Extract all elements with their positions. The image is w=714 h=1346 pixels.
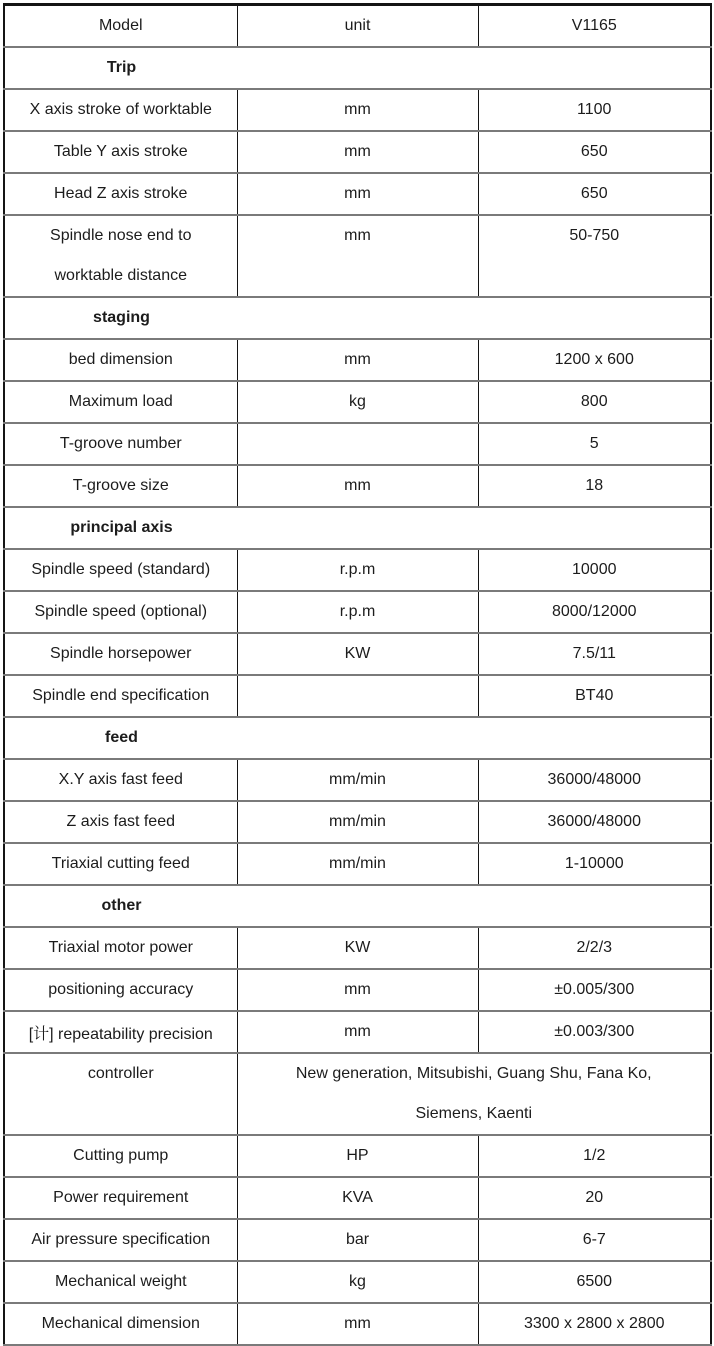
spec-value-cell <box>478 5 711 48</box>
spec-value-cell <box>478 339 711 381</box>
spec-value-text: BT40 <box>575 687 614 704</box>
spec-label-text: X.Y axis fast feed <box>58 771 183 788</box>
spec-unit-cell <box>237 339 478 381</box>
spec-label-text: T-groove size <box>72 477 169 494</box>
spec-unit-cell <box>237 1303 478 1345</box>
spec-row <box>4 1261 711 1303</box>
spec-value-cell <box>478 969 711 1011</box>
spec-value-cell <box>478 173 711 215</box>
spec-row <box>4 1177 711 1219</box>
spec-label-cell <box>4 1177 237 1219</box>
spec-unit-text: KW <box>344 645 371 662</box>
spec-label-text: Spindle speed (optional) <box>34 603 208 620</box>
spec-label-cell <box>4 1135 237 1177</box>
spec-table-body <box>4 5 711 1346</box>
spec-unit-cell <box>237 465 478 507</box>
spec-value-cell <box>478 1303 711 1345</box>
spec-row <box>4 801 711 843</box>
spec-value-text: 6500 <box>576 1273 613 1290</box>
spec-value-text: 50-750 <box>569 227 620 244</box>
spec-value-text: 800 <box>580 393 608 410</box>
spec-unit-text: HP <box>346 1147 369 1164</box>
section-cell <box>4 297 711 339</box>
spec-row <box>4 173 711 215</box>
spec-value-cell <box>478 1219 711 1261</box>
spec-label-text: Spindle end specification <box>32 687 210 704</box>
spec-unit-text: KVA <box>342 1189 373 1206</box>
spec-value-text: 7.5/11 <box>572 645 616 662</box>
spec-label-cell <box>4 5 237 48</box>
spec-unit-cell <box>237 173 478 215</box>
spec-value-text: 10000 <box>572 561 617 578</box>
spec-value-text: 36000/48000 <box>547 813 641 830</box>
spec-value-text: 650 <box>580 143 608 160</box>
spec-unit-text: mm <box>344 143 371 160</box>
spec-unit-text: kg <box>349 393 366 410</box>
spec-unit-text: mm <box>344 185 371 202</box>
spec-label-cell <box>4 1303 237 1345</box>
spec-row <box>4 1135 711 1177</box>
spec-value-cell <box>478 381 711 423</box>
spec-unit-text: bar <box>345 1231 370 1248</box>
spec-label-cell <box>4 801 237 843</box>
spec-unit-text: mm <box>344 1315 371 1332</box>
spec-label-cell <box>4 173 237 215</box>
spec-label-cell <box>4 215 237 297</box>
spec-value-cell <box>478 1177 711 1219</box>
section-cell <box>4 885 711 927</box>
spec-value-text: 3300 x 2800 x 2800 <box>523 1315 665 1332</box>
spec-value-text: Siemens, Kaenti <box>415 1105 532 1122</box>
spec-value-text: 5 <box>589 435 599 452</box>
spec-row <box>4 633 711 675</box>
spec-value-text: 1-10000 <box>564 855 624 872</box>
spec-value-cell <box>478 633 711 675</box>
spec-value-text: 36000/48000 <box>547 771 641 788</box>
spec-label-cell <box>4 591 237 633</box>
section-row <box>4 717 711 759</box>
spec-label-cell <box>4 1011 237 1053</box>
spec-value-cell <box>478 89 711 131</box>
spec-row <box>4 1053 711 1135</box>
section-title: staging <box>93 309 150 326</box>
spec-unit-cell <box>237 843 478 885</box>
spec-unit-text: mm <box>344 477 371 494</box>
spec-row <box>4 759 711 801</box>
spec-row <box>4 1219 711 1261</box>
spec-value-text: 6-7 <box>582 1231 606 1248</box>
section-title: other <box>101 897 142 914</box>
spec-unit-text: r.p.m <box>339 603 376 620</box>
spec-unit-text: KW <box>344 939 371 956</box>
spec-value-cell <box>478 1261 711 1303</box>
spec-label-text: controller <box>87 1065 154 1082</box>
spec-unit-text: mm/min <box>329 771 386 788</box>
spec-label-text: T-groove number <box>59 435 182 452</box>
spec-label-cell <box>4 1219 237 1261</box>
spec-label-text: Model <box>98 17 143 34</box>
spec-label-cell <box>4 381 237 423</box>
spec-row <box>4 89 711 131</box>
spec-row <box>4 1011 711 1053</box>
spec-unit-text: mm/min <box>329 813 386 830</box>
section-title: principal axis <box>70 519 173 536</box>
spec-label-text: Triaxial cutting feed <box>51 855 190 872</box>
spec-value-cell <box>478 843 711 885</box>
spec-row <box>4 927 711 969</box>
spec-label-text: worktable distance <box>54 267 187 284</box>
spec-label-cell <box>4 969 237 1011</box>
spec-value-cell <box>478 215 711 297</box>
spec-label-cell <box>4 759 237 801</box>
spec-unit-cell <box>237 1261 478 1303</box>
spec-label-cell <box>4 633 237 675</box>
section-row <box>4 885 711 927</box>
spec-value-text: New generation, Mitsubishi, Guang Shu, Fana Ko, <box>295 1065 652 1082</box>
spec-row <box>4 843 711 885</box>
spec-label-cell <box>4 423 237 465</box>
spec-label-text: positioning accuracy <box>48 981 194 998</box>
spec-row <box>4 131 711 173</box>
spec-label-text: Z axis fast feed <box>66 813 175 830</box>
spec-label-text: bed dimension <box>68 351 173 368</box>
spec-unit-cell <box>237 1011 478 1053</box>
spec-unit-text: mm <box>344 101 371 118</box>
spec-unit-cell <box>237 759 478 801</box>
spec-label-text: Mechanical dimension <box>41 1315 200 1332</box>
spec-unit-cell <box>237 131 478 173</box>
spec-label-cell <box>4 675 237 717</box>
section-cell <box>4 717 711 759</box>
spec-unit-cell <box>237 1219 478 1261</box>
spec-unit-cell <box>237 381 478 423</box>
spec-value-cell <box>478 801 711 843</box>
spec-value-text: 20 <box>585 1189 604 1206</box>
section-cell <box>4 47 711 89</box>
spec-label-text: Air pressure specification <box>31 1231 211 1248</box>
spec-label-text: Triaxial motor power <box>48 939 193 956</box>
spec-label-text: Power requirement <box>53 1189 189 1206</box>
spec-value-text: ±0.005/300 <box>554 981 635 998</box>
spec-label-text: Spindle horsepower <box>50 645 192 662</box>
spec-row <box>4 549 711 591</box>
spec-unit-cell <box>237 633 478 675</box>
spec-unit-cell <box>237 969 478 1011</box>
spec-value-text: 8000/12000 <box>551 603 637 620</box>
spec-unit-cell <box>237 549 478 591</box>
spec-label-text: [计] repeatability precision <box>28 1025 213 1043</box>
spec-unit-text: kg <box>349 1273 366 1290</box>
spec-unit-text: mm <box>344 1023 371 1040</box>
spec-unit-text: unit <box>344 17 371 34</box>
spec-row <box>4 5 711 48</box>
spec-unit-cell <box>237 675 478 717</box>
spec-value-cell <box>478 465 711 507</box>
spec-row <box>4 969 711 1011</box>
spec-label-cell <box>4 131 237 173</box>
section-cell <box>4 507 711 549</box>
spec-unit-cell <box>237 801 478 843</box>
spec-row <box>4 465 711 507</box>
spec-value-text: 18 <box>585 477 604 494</box>
page <box>0 3 714 1332</box>
spec-value-cell <box>478 591 711 633</box>
spec-row <box>4 591 711 633</box>
spec-label-text: Spindle speed (standard) <box>31 561 211 578</box>
spec-label-text: Mechanical weight <box>54 1273 187 1290</box>
spec-unit-text: mm <box>344 981 371 998</box>
spec-label-text: Table Y axis stroke <box>53 143 188 160</box>
spec-value-text: ±0.003/300 <box>554 1023 635 1040</box>
spec-unit-text: mm/min <box>329 855 386 872</box>
spec-label-cell <box>4 843 237 885</box>
spec-label-text: Cutting pump <box>73 1147 169 1164</box>
spec-value-cell <box>237 1053 711 1135</box>
spec-unit-text: mm <box>344 227 371 244</box>
spec-value-cell <box>478 131 711 173</box>
spec-value-text: V1165 <box>571 17 617 34</box>
spec-unit-cell <box>237 927 478 969</box>
spec-unit-cell <box>237 1135 478 1177</box>
spec-value-cell <box>478 927 711 969</box>
spec-label-cell <box>4 1053 237 1135</box>
spec-unit-text: mm <box>344 351 371 368</box>
spec-row <box>4 381 711 423</box>
spec-value-cell <box>478 759 711 801</box>
spec-unit-cell <box>237 423 478 465</box>
spec-row <box>4 423 711 465</box>
spec-label-cell <box>4 89 237 131</box>
section-title: Trip <box>106 59 137 76</box>
spec-value-text: 1/2 <box>583 1147 606 1164</box>
section-row <box>4 47 711 89</box>
spec-row <box>4 675 711 717</box>
spec-unit-cell <box>237 215 478 297</box>
spec-label-cell <box>4 1261 237 1303</box>
spec-value-text: 2/2/3 <box>576 939 613 956</box>
section-title: feed <box>105 729 138 746</box>
spec-label-text: X axis stroke of worktable <box>29 101 212 118</box>
spec-unit-cell <box>237 591 478 633</box>
spec-value-text: 650 <box>580 185 608 202</box>
spec-unit-cell <box>237 5 478 48</box>
spec-value-cell <box>478 1011 711 1053</box>
spec-row <box>4 339 711 381</box>
spec-label-cell <box>4 927 237 969</box>
spec-row <box>4 1303 711 1345</box>
spec-value-text: 1200 x 600 <box>554 351 634 368</box>
spec-value-cell <box>478 549 711 591</box>
spec-value-cell <box>478 1135 711 1177</box>
spec-value-cell <box>478 423 711 465</box>
spec-label-cell <box>4 465 237 507</box>
spec-label-text: Spindle nose end to <box>50 227 192 244</box>
spec-value-text: 1100 <box>577 101 612 118</box>
spec-value-cell <box>478 675 711 717</box>
spec-unit-text: r.p.m <box>339 561 376 578</box>
specification-table <box>3 3 712 1346</box>
spec-label-cell <box>4 339 237 381</box>
section-row <box>4 507 711 549</box>
spec-unit-cell <box>237 1177 478 1219</box>
spec-label-text: Head Z axis stroke <box>54 185 188 202</box>
spec-unit-cell <box>237 89 478 131</box>
spec-row <box>4 215 711 297</box>
spec-label-text: Maximum load <box>68 393 173 410</box>
spec-label-cell <box>4 549 237 591</box>
section-row <box>4 297 711 339</box>
